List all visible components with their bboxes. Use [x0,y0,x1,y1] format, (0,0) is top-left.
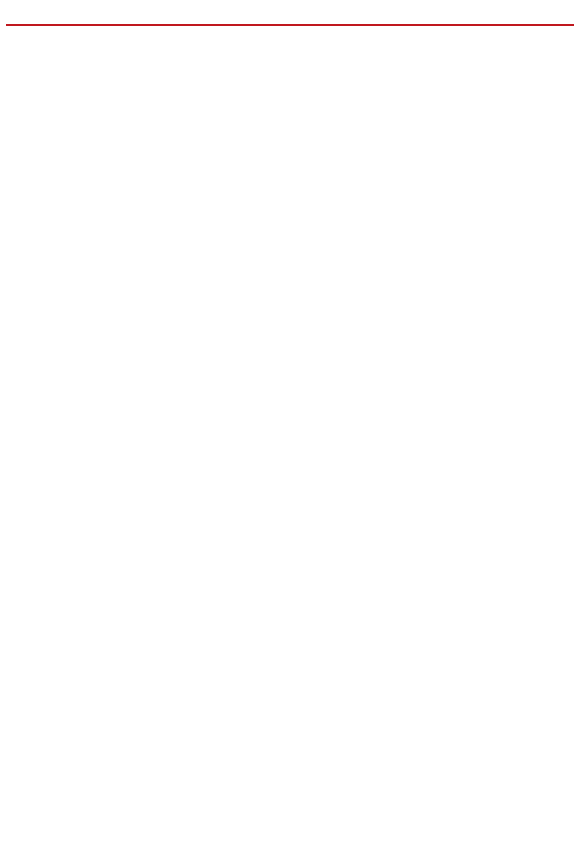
late-night-grid [6,414,574,464]
main-channels-grid [6,30,574,248]
local-channels-grid [6,476,574,656]
category-listings [6,680,574,835]
highlights-strip [6,256,574,411]
page-header [6,4,574,26]
